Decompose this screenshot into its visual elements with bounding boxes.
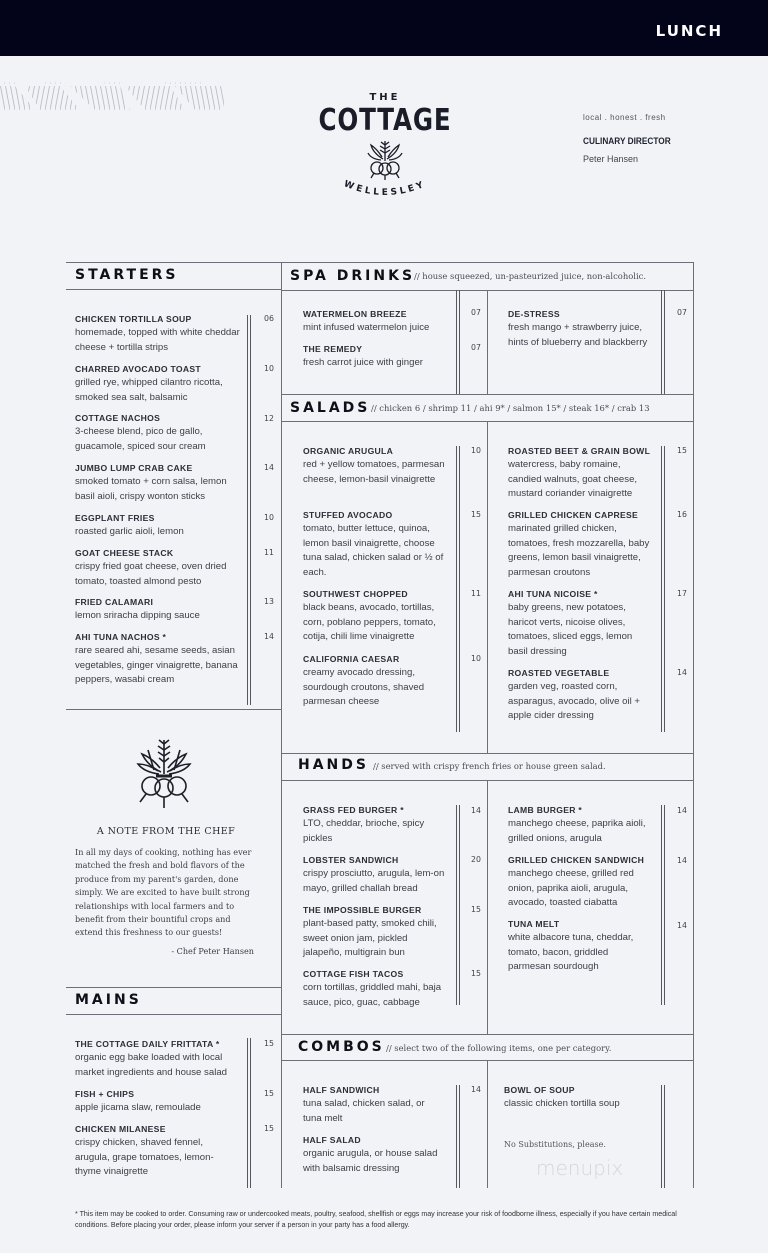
- item-price: 16: [677, 510, 687, 519]
- item-price: 15: [471, 510, 481, 519]
- svg-text:WELLESLEY: WELLESLEY: [342, 179, 428, 199]
- section-title-starters: STARTERS: [75, 267, 179, 283]
- chef-note-title: A NOTE FROM THE CHEF: [96, 826, 236, 837]
- item-price: 14: [264, 463, 274, 472]
- grid-rule: [281, 1034, 693, 1035]
- menu-item: LOBSTER SANDWICH crispy prosciutto, arugula, lem-on mayo, grilled challah bread: [303, 855, 445, 894]
- menu-item: WATERMELON BREEZE mint infused watermelon juice: [303, 309, 430, 333]
- grid-rule: [66, 262, 693, 263]
- menu-item: AHI TUNA NICOISE * baby greens, new potatoes, haricot verts, nicoise olives, tomatoes, sliced eggs, lemon basil dressing: [508, 589, 633, 657]
- price-divider: [456, 290, 460, 394]
- menu-item: ORGANIC ARUGULA red + yellow tomatoes, parmesan cheese, lemon-basil vinaigrette: [303, 446, 445, 485]
- section-title-spa-drinks: SPA DRINKS: [290, 268, 416, 284]
- section-title-mains: MAINS: [75, 992, 142, 1008]
- item-price: 07: [677, 308, 687, 317]
- logo-name: COTTAGE: [318, 103, 452, 138]
- item-price: 14: [677, 668, 687, 677]
- menu-item: GOAT CHEESE STACK crispy fried goat cheese, oven dried tomato, toasted almond pesto: [75, 548, 227, 587]
- item-price: 15: [264, 1039, 274, 1048]
- price-divider: [456, 1085, 460, 1188]
- item-price: 06: [264, 314, 274, 323]
- menu-item: HALF SANDWICH tuna salad, chicken salad, or tuna melt: [303, 1085, 425, 1124]
- price-divider: [661, 446, 665, 732]
- section-title-hands: HANDS: [298, 757, 369, 773]
- item-price: 14: [677, 806, 687, 815]
- menu-item: EGGPLANT FRIES roasted garlic aioli, lemon: [75, 513, 184, 537]
- chef-note-signature: - Chef Peter Hansen: [171, 946, 254, 956]
- item-price: 15: [264, 1124, 274, 1133]
- grid-rule: [487, 780, 488, 1034]
- grid-rule: [281, 262, 282, 1188]
- menu-item: AHI TUNA NACHOS * rare seared ahi, sesame seeds, asian vegetables, ginger vinaigrette, banana peppers, wasabi cream: [75, 632, 238, 686]
- top-bar: [0, 0, 768, 56]
- menu-item: DE-STRESS fresh mango + strawberry juice, hints of blueberry and blackberry: [508, 309, 648, 348]
- item-price: 17: [677, 589, 687, 598]
- menu-item: LAMB BURGER * manchego cheese, paprika aioli, grilled onions, arugula: [508, 805, 646, 844]
- section-note: // served with crispy french fries or house green salad.: [373, 761, 606, 771]
- item-price: 15: [264, 1089, 274, 1098]
- menu-item: THE REMEDY fresh carrot juice with ginger: [303, 344, 423, 368]
- grid-rule: [487, 1060, 488, 1188]
- item-price: 11: [471, 589, 481, 598]
- item-price: 10: [471, 446, 481, 455]
- grid-rule: [487, 421, 488, 753]
- grid-rule: [281, 394, 693, 395]
- item-price: 14: [471, 1085, 481, 1094]
- menu-item: BOWL OF SOUP classic chicken tortilla soup: [504, 1085, 620, 1109]
- grid-rule: [281, 753, 693, 754]
- menu-item: CALIFORNIA CAESAR creamy avocado dressing, sourdough croutons, shaved parmesan cheese: [303, 654, 425, 708]
- item-price: 20: [471, 855, 481, 864]
- restaurant-logo: [300, 92, 470, 205]
- price-divider: [661, 1085, 665, 1188]
- item-price: 12: [264, 414, 274, 423]
- menu-item: CHICKEN MILANESE crispy chicken, shaved fennel, arugula, grape tomatoes, lemon-thyme vinaigrette: [75, 1124, 214, 1178]
- section-title-combos: COMBOS: [298, 1039, 385, 1055]
- menu-item: COTTAGE FISH TACOS corn tortillas, griddled mahi, baja sauce, pico, guac, cabbage: [303, 969, 442, 1008]
- item-price: 13: [264, 597, 274, 606]
- item-price: 14: [677, 856, 687, 865]
- section-note: // select two of the following items, one per category.: [386, 1043, 612, 1053]
- grid-rule: [66, 1014, 281, 1015]
- section-note: // house squeezed, un-pasteurized juice, non-alcoholic.: [414, 271, 646, 281]
- no-substitutions-note: No Substitutions, please.: [504, 1140, 606, 1149]
- culinary-director-name: Peter Hansen: [583, 154, 639, 164]
- section-note: // chicken 6 / shrimp 11 / ahi 9* / salmon 15* / steak 16* / crab 13: [371, 403, 650, 413]
- grid-rule: [693, 262, 694, 1188]
- item-price: 10: [471, 654, 481, 663]
- price-divider: [456, 805, 460, 1005]
- menu-item: CHARRED AVOCADO TOAST grilled rye, whipped cilantro ricotta, smoked sea salt, balsamic: [75, 364, 223, 403]
- menu-item: FISH + CHIPS apple jicama slaw, remoulade: [75, 1089, 201, 1113]
- menu-item: FRIED CALAMARI lemon sriracha dipping sauce: [75, 597, 200, 621]
- menu-item: JUMBO LUMP CRAB CAKE smoked tomato + corn salsa, lemon basil aioli, crispy wonton sticks: [75, 463, 227, 502]
- menu-item: ROASTED BEET & GRAIN BOWL watercress, baby romaine, candied walnuts, goat cheese, mustard coriander vinaigrette: [508, 446, 651, 500]
- chef-note-body: In all my days of cooking, nothing has ever matched the fresh and bold flavors of the produce from my parent's garden, done simply. We are excited to have built strong relationships with local farmers and to benefit from their bountiful crops and extend this freshness to our guests!: [75, 847, 252, 938]
- allergy-footnote: * This item may be cooked to order. Consuming raw or undercooked meats, poultry, seafood, shellfish or eggs may increase your risk of foodborne illness, especially if you have certain medical conditions. Before placing your order, please inform your server if a person in your party has a food allergy.: [75, 1210, 677, 1229]
- meal-label: LUNCH: [655, 22, 723, 40]
- grid-rule: [487, 290, 488, 394]
- grid-rule: [66, 289, 281, 290]
- menu-item: GRILLED CHICKEN CAPRESE marinated grilled chicken, tomatoes, fresh mozzarella, baby greens, lemon basil vinaigrette, parmesan croutons: [508, 510, 650, 578]
- menu-item: SOUTHWEST CHOPPED black beans, avocado, tortillas, corn, poblano peppers, tomato, cotija, chili lime vinaigrette: [303, 589, 436, 643]
- menu-item: THE IMPOSSIBLE BURGER plant-based patty, smoked chili, sweet onion jam, pickled jalapeño, multigrain bun: [303, 905, 437, 959]
- logo-location: [330, 179, 440, 205]
- item-price: 07: [471, 308, 481, 317]
- beet-bunch-icon: [134, 736, 194, 810]
- item-price: 07: [471, 343, 481, 352]
- tagline: local . honest . fresh: [583, 113, 666, 122]
- item-price: 11: [264, 548, 274, 557]
- item-price: 15: [471, 905, 481, 914]
- menu-item: ROASTED VEGETABLE garden veg, roasted corn, asparagus, avocado, olive oil + apple cider dressing: [508, 668, 640, 722]
- menu-item: COTTAGE NACHOS 3-cheese blend, pico de gallo, guacamole, spiced sour cream: [75, 413, 206, 452]
- section-title-salads: SALADS: [290, 400, 371, 416]
- item-price: 14: [677, 921, 687, 930]
- price-divider: [456, 446, 460, 732]
- item-price: 10: [264, 513, 274, 522]
- item-price: 14: [471, 806, 481, 815]
- menu-item: TUNA MELT white albacore tuna, cheddar, tomato, bacon, griddled parmesan sourdough: [508, 919, 634, 973]
- item-price: 15: [677, 446, 687, 455]
- beet-bunch-icon: [365, 139, 405, 181]
- menu-item: STUFFED AVOCADO tomato, butter lettuce, quinoa, lemon basil vinaigrette, choose tuna salad, chicken salad or ½ of each.: [303, 510, 444, 578]
- menu-item: CHICKEN TORTILLA SOUP homemade, topped with white cheddar cheese + tortilla strips: [75, 314, 240, 353]
- decorative-pattern: [0, 57, 224, 110]
- menu-item: GRILLED CHICKEN SANDWICH manchego cheese, grilled red onion, paprika aioli, arugula, avocado, toasted ciabatta: [508, 855, 645, 909]
- item-price: 10: [264, 364, 274, 373]
- price-divider: [661, 805, 665, 1005]
- menu-item: THE COTTAGE DAILY FRITTATA * organic egg bake loaded with local market ingredients and house salad: [75, 1039, 227, 1078]
- item-price: 14: [264, 632, 274, 641]
- logo-prefix: THE: [369, 92, 401, 103]
- menu-item: HALF SALAD organic arugula, or house salad with balsamic dressing: [303, 1135, 438, 1174]
- grid-rule: [66, 987, 281, 988]
- menu-item: GRASS FED BURGER * LTO, cheddar, brioche, spicy pickles: [303, 805, 425, 844]
- culinary-director-title: CULINARY DIRECTOR: [583, 136, 671, 146]
- watermark: menupix: [536, 1156, 624, 1180]
- grid-rule: [66, 709, 281, 710]
- item-price: 15: [471, 969, 481, 978]
